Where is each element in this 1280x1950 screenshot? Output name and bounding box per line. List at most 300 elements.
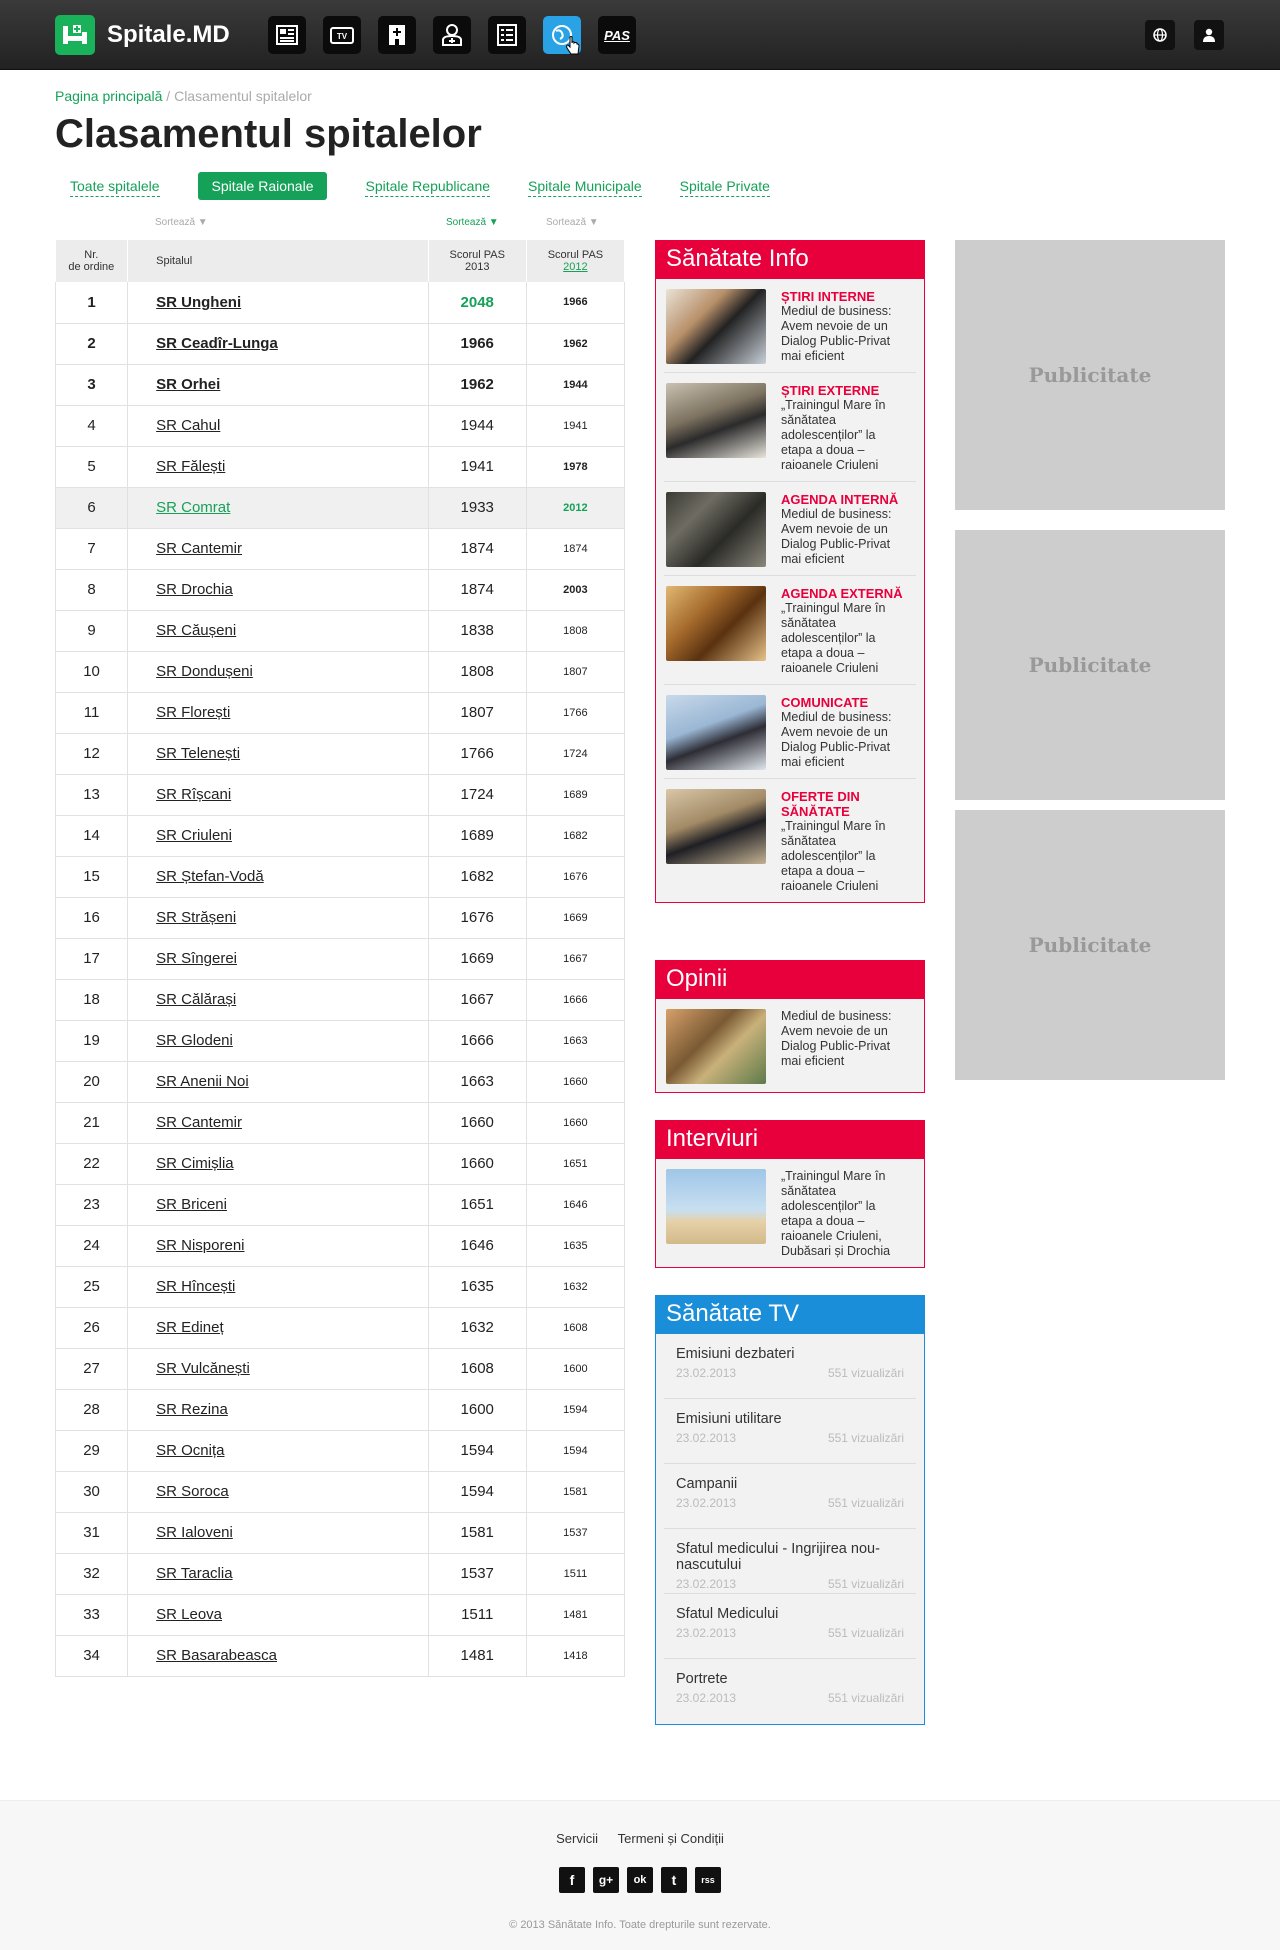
info-news-item[interactable] bbox=[664, 482, 916, 576]
hospital-name-cell bbox=[128, 1143, 429, 1184]
tv-item-views: 551 vizualizări bbox=[827, 1366, 904, 1380]
score-2012: 1635 bbox=[526, 1225, 624, 1266]
hospital-link[interactable]: SR Anenii Noi bbox=[156, 1073, 249, 1090]
news-body bbox=[781, 492, 906, 567]
interviuri-item[interactable] bbox=[664, 1159, 916, 1267]
hospital-link[interactable]: SR Comrat bbox=[156, 499, 231, 516]
hospital-link[interactable]: SR Cahul bbox=[156, 417, 221, 434]
hospital-name-cell bbox=[128, 1635, 429, 1676]
hospital-link[interactable]: SR Criuleni bbox=[156, 827, 232, 844]
hospital-link[interactable]: SR Vulcănești bbox=[156, 1360, 250, 1377]
tv-item-views: 551 vizualizări bbox=[827, 1626, 904, 1640]
table-row bbox=[56, 528, 625, 569]
rank-number: 10 bbox=[56, 651, 128, 692]
hospital-name-cell bbox=[128, 651, 429, 692]
table-row bbox=[56, 1594, 625, 1635]
rank-number: 33 bbox=[56, 1594, 128, 1635]
ad-banner-3[interactable]: Publicitate bbox=[955, 810, 1225, 1080]
rank-number: 18 bbox=[56, 979, 128, 1020]
rank-number: 23 bbox=[56, 1184, 128, 1225]
hospital-link[interactable]: SR Ialoveni bbox=[156, 1524, 233, 1541]
col-prev-year: 2012 bbox=[563, 261, 588, 273]
table-row bbox=[56, 979, 625, 1020]
rank-number: 28 bbox=[56, 1389, 128, 1430]
score-2012: 1944 bbox=[526, 364, 624, 405]
score-2013: 1581 bbox=[428, 1512, 526, 1553]
tv-item-title: Sfatul medicului - Ingrijirea nou-nascutului bbox=[676, 1541, 880, 1573]
score-2013: 1666 bbox=[428, 1020, 526, 1061]
hospital-link[interactable]: SR Fălești bbox=[156, 458, 226, 475]
score-2012: 1807 bbox=[526, 651, 624, 692]
col-prev-label: Scorul PAS bbox=[547, 249, 604, 261]
table-row bbox=[56, 1020, 625, 1061]
table-row bbox=[56, 733, 625, 774]
table-row bbox=[56, 569, 625, 610]
tv-item-date: 23.02.2013 bbox=[676, 1626, 737, 1640]
hospital-name-cell bbox=[128, 282, 429, 323]
hospital-name-cell bbox=[128, 487, 429, 528]
tv-item-views: 551 vizualizări bbox=[827, 1496, 904, 1510]
table-row bbox=[56, 1553, 625, 1594]
info-news-item[interactable] bbox=[664, 576, 916, 685]
language-button[interactable] bbox=[1145, 20, 1175, 50]
news-icon[interactable] bbox=[268, 16, 306, 54]
score-2013: 1724 bbox=[428, 774, 526, 815]
table-row bbox=[56, 938, 625, 979]
news-body bbox=[781, 789, 906, 894]
money-photo bbox=[666, 1009, 766, 1084]
sort-score-label: Sortează bbox=[446, 217, 487, 228]
hospital-link[interactable]: SR Ocnița bbox=[156, 1442, 225, 1459]
news-category[interactable]: OFERTE DIN SĂNĂTATE bbox=[781, 789, 860, 819]
hospital-link[interactable]: SR Leova bbox=[156, 1606, 222, 1623]
score-2013: 1632 bbox=[428, 1307, 526, 1348]
hospital-name-cell bbox=[128, 1307, 429, 1348]
tv-icon-label: TV bbox=[336, 32, 348, 41]
score-2013: 1874 bbox=[428, 569, 526, 610]
hospital-name-cell bbox=[128, 692, 429, 733]
hospital-link[interactable]: SR Glodeni bbox=[156, 1032, 233, 1049]
table-row bbox=[56, 1389, 625, 1430]
score-2013: 1660 bbox=[428, 1143, 526, 1184]
hospital-ranking-table bbox=[55, 240, 625, 1677]
tv-item-views: 551 vizualizări bbox=[827, 1431, 904, 1445]
rank-number: 15 bbox=[56, 856, 128, 897]
facebook-icon[interactable]: f bbox=[559, 1867, 585, 1893]
rank-number: 20 bbox=[56, 1061, 128, 1102]
hospital-name-cell bbox=[128, 1389, 429, 1430]
rank-number: 16 bbox=[56, 897, 128, 938]
footer-link-servicii[interactable]: Servicii bbox=[556, 1831, 599, 1846]
footer-link-termeni[interactable]: Termeni și Condiții bbox=[617, 1831, 724, 1846]
hospital-link[interactable]: SR Ceadîr-Lunga bbox=[156, 335, 278, 352]
score-2013: 1838 bbox=[428, 610, 526, 651]
opinii-item[interactable] bbox=[664, 999, 916, 1092]
hospital-link[interactable]: SR Dondușeni bbox=[156, 663, 253, 680]
score-2012: 1962 bbox=[526, 323, 624, 364]
score-2012: 1660 bbox=[526, 1061, 624, 1102]
hospital-name-cell bbox=[128, 1430, 429, 1471]
rank-number: 21 bbox=[56, 1102, 128, 1143]
score-2012: 1511 bbox=[526, 1553, 624, 1594]
info-news-item[interactable] bbox=[664, 373, 916, 482]
hospital-icon[interactable] bbox=[378, 16, 416, 54]
hospital-name-cell bbox=[128, 733, 429, 774]
hospital-bed-icon bbox=[55, 15, 95, 55]
footer-links bbox=[0, 1831, 1280, 1846]
rank-number: 4 bbox=[56, 405, 128, 446]
news-category[interactable]: AGENDA INTERNĂ bbox=[781, 492, 899, 507]
hospital-name-cell bbox=[128, 1266, 429, 1307]
score-2012: 1669 bbox=[526, 897, 624, 938]
sanatate-tv-widget bbox=[655, 1295, 925, 1725]
hospital-link[interactable]: SR Basarabeasca bbox=[156, 1647, 278, 1664]
hospital-name-cell bbox=[128, 1020, 429, 1061]
score-2013: 1663 bbox=[428, 1061, 526, 1102]
news-text: Mediul de business: Avem nevoie de un Dialog Public-Privat mai eficient bbox=[781, 710, 892, 769]
globe-language-icon bbox=[1145, 20, 1175, 50]
doctor-icon[interactable] bbox=[433, 16, 471, 54]
news-text: „Trainingul Mare în sănătatea adolescenților” la etapa a doua – raioanele Criuleni bbox=[781, 398, 886, 472]
hospital-name-cell bbox=[128, 774, 429, 815]
table-row bbox=[56, 1471, 625, 1512]
score-2012: 1663 bbox=[526, 1020, 624, 1061]
tab-toate-spitalele[interactable]: Toate spitalele bbox=[70, 176, 160, 197]
tab-spitale-raionale[interactable]: Spitale Raionale bbox=[198, 172, 328, 200]
rank-number: 25 bbox=[56, 1266, 128, 1307]
ad-banner-1[interactable]: Publicitate bbox=[955, 240, 1225, 510]
news-photo bbox=[666, 289, 766, 364]
list-icon[interactable] bbox=[488, 16, 526, 54]
score-2013: 1808 bbox=[428, 651, 526, 692]
hospital-link[interactable]: SR Florești bbox=[156, 704, 231, 721]
hospital-link[interactable]: SR Căușeni bbox=[156, 622, 237, 639]
sanatate-tv-list bbox=[656, 1334, 924, 1724]
hospital-link[interactable]: SR Călărași bbox=[156, 991, 237, 1008]
news-category[interactable]: COMUNICATE bbox=[781, 695, 869, 710]
sanatate-info-list bbox=[656, 279, 924, 902]
score-2012: 2012 bbox=[526, 487, 624, 528]
tv-item-views: 551 vizualizări bbox=[827, 1691, 904, 1705]
breadcrumb bbox=[55, 88, 312, 104]
score-2012: 1581 bbox=[526, 1471, 624, 1512]
page-title: Clasamentul spitalelor bbox=[55, 112, 482, 156]
sort-name-label: Sortează bbox=[155, 217, 196, 228]
score-2012: 1941 bbox=[526, 405, 624, 446]
table-row bbox=[56, 405, 625, 446]
news-photo bbox=[666, 383, 766, 458]
table-row bbox=[56, 1266, 625, 1307]
user-account-button[interactable] bbox=[1194, 20, 1224, 50]
tv-item-meta bbox=[676, 1691, 904, 1705]
hospital-link[interactable]: SR Telenești bbox=[156, 745, 241, 762]
rank-number: 22 bbox=[56, 1143, 128, 1184]
score-2012: 1724 bbox=[526, 733, 624, 774]
score-2012: 1874 bbox=[526, 528, 624, 569]
info-news-item[interactable] bbox=[664, 779, 916, 902]
interviuri-text: „Trainingul Mare în sănătatea adolescenților” la etapa a doua – raioanele Criuleni, Dubăsari și Drochia bbox=[781, 1169, 891, 1258]
tv-item-meta bbox=[676, 1431, 904, 1445]
hospital-name-cell bbox=[128, 1061, 429, 1102]
interviuri-title: Interviuri bbox=[656, 1121, 924, 1159]
hospital-link[interactable]: SR Nisporeni bbox=[156, 1237, 245, 1254]
hospital-name-cell bbox=[128, 815, 429, 856]
rank-number: 26 bbox=[56, 1307, 128, 1348]
score-2012: 1481 bbox=[526, 1594, 624, 1635]
tab-spitale-private[interactable]: Spitale Private bbox=[680, 176, 770, 197]
sort-by-score-2013[interactable]: Sortează ▼ bbox=[446, 217, 499, 228]
hospital-name-cell bbox=[128, 405, 429, 446]
hospital-name-cell bbox=[128, 364, 429, 405]
rank-number: 12 bbox=[56, 733, 128, 774]
rank-number: 7 bbox=[56, 528, 128, 569]
table-header-row bbox=[56, 240, 625, 282]
tv-item-date: 23.02.2013 bbox=[676, 1691, 737, 1705]
col-header-nr bbox=[56, 240, 128, 282]
hospital-link[interactable]: SR Orhei bbox=[156, 376, 221, 393]
rank-number: 34 bbox=[56, 1635, 128, 1676]
tv-item-meta bbox=[676, 1626, 904, 1640]
table-row bbox=[56, 856, 625, 897]
rank-number: 14 bbox=[56, 815, 128, 856]
hospital-name-cell bbox=[128, 1553, 429, 1594]
table-row bbox=[56, 692, 625, 733]
interviuri-widget bbox=[655, 1120, 925, 1268]
hospital-link[interactable]: SR Taraclia bbox=[156, 1565, 233, 1582]
tv-item[interactable] bbox=[664, 1334, 916, 1399]
score-2013: 1669 bbox=[428, 938, 526, 979]
hospital-name-cell bbox=[128, 1225, 429, 1266]
rank-number: 31 bbox=[56, 1512, 128, 1553]
hospital-link[interactable]: SR Cantemir bbox=[156, 540, 242, 557]
rss-icon[interactable]: rss bbox=[695, 1867, 721, 1893]
hospital-name-cell bbox=[128, 569, 429, 610]
tv-item[interactable] bbox=[664, 1594, 916, 1659]
table-row bbox=[56, 774, 625, 815]
hospital-link[interactable]: SR Soroca bbox=[156, 1483, 229, 1500]
tv-item-date: 23.02.2013 bbox=[676, 1366, 737, 1380]
hospital-link[interactable]: SR Rîșcani bbox=[156, 786, 232, 803]
news-photo bbox=[666, 492, 766, 567]
tv-item[interactable] bbox=[664, 1464, 916, 1529]
score-2013: 1481 bbox=[428, 1635, 526, 1676]
runner-photo bbox=[666, 1169, 766, 1244]
hospital-name-cell bbox=[128, 856, 429, 897]
score-2012: 1537 bbox=[526, 1512, 624, 1553]
rank-number: 29 bbox=[56, 1430, 128, 1471]
col-header-spitalul: Spitalul bbox=[128, 240, 429, 282]
score-2013: 1594 bbox=[428, 1430, 526, 1471]
tab-spitale-republicane[interactable]: Spitale Republicane bbox=[365, 176, 490, 197]
hospital-link[interactable]: SR Drochia bbox=[156, 581, 233, 598]
col-nr-line1: Nr. bbox=[84, 249, 99, 261]
pas-icon[interactable] bbox=[598, 16, 636, 54]
score-2013: 2048 bbox=[428, 282, 526, 323]
score-2012: 1660 bbox=[526, 1102, 624, 1143]
score-2012: 1608 bbox=[526, 1307, 624, 1348]
score-2013: 1766 bbox=[428, 733, 526, 774]
user-icon bbox=[1194, 20, 1224, 50]
rank-number: 2 bbox=[56, 323, 128, 364]
news-body bbox=[781, 383, 906, 473]
score-2012: 1667 bbox=[526, 938, 624, 979]
sort-by-score-2012[interactable]: Sortează ▼ bbox=[546, 217, 599, 228]
hospital-link[interactable]: SR Cantemir bbox=[156, 1114, 242, 1131]
hospital-link[interactable]: SR Strășeni bbox=[156, 909, 237, 926]
hospital-name-cell bbox=[128, 528, 429, 569]
score-2012: 1594 bbox=[526, 1389, 624, 1430]
score-2012: 1666 bbox=[526, 979, 624, 1020]
table-row bbox=[56, 1225, 625, 1266]
tv-item-meta bbox=[676, 1366, 904, 1380]
score-2013: 1966 bbox=[428, 323, 526, 364]
table-row bbox=[56, 1143, 625, 1184]
hospital-link[interactable]: SR Hîncești bbox=[156, 1278, 236, 1295]
col-nr-line2: de ordine bbox=[68, 261, 115, 273]
hospital-link[interactable]: SR Rezina bbox=[156, 1401, 228, 1418]
table-row bbox=[56, 1348, 625, 1389]
table-row bbox=[56, 487, 625, 528]
rank-number: 1 bbox=[56, 282, 128, 323]
section-nav bbox=[268, 16, 653, 54]
sort-by-name[interactable]: Sortează ▼ bbox=[155, 217, 208, 228]
hospital-link[interactable]: SR Ungheni bbox=[156, 293, 242, 311]
news-category[interactable]: ȘTIRI INTERNE bbox=[781, 289, 875, 304]
score-2013: 1962 bbox=[428, 364, 526, 405]
table-row bbox=[56, 446, 625, 487]
score-2012: 1418 bbox=[526, 1635, 624, 1676]
copyright: © 2013 Sănătate Info. Toate drepturile sunt rezervate. bbox=[509, 1919, 771, 1931]
news-photo bbox=[666, 586, 766, 661]
tv-item-meta bbox=[676, 1577, 904, 1591]
top-navbar bbox=[0, 0, 1280, 70]
sanatate-info-title: Sănătate Info bbox=[656, 241, 924, 279]
opinii-widget bbox=[655, 960, 925, 1093]
sort-row bbox=[55, 217, 625, 235]
score-2012: 1651 bbox=[526, 1143, 624, 1184]
score-2013: 1933 bbox=[428, 487, 526, 528]
table-row bbox=[56, 282, 625, 323]
table-row bbox=[56, 897, 625, 938]
rank-number: 11 bbox=[56, 692, 128, 733]
opinii-title: Opinii bbox=[656, 961, 924, 999]
site-logo[interactable] bbox=[55, 15, 230, 55]
hospital-name-cell bbox=[128, 979, 429, 1020]
hospital-link[interactable]: SR Ștefan-Vodă bbox=[156, 868, 264, 885]
table-row bbox=[56, 364, 625, 405]
score-2013: 1537 bbox=[428, 1553, 526, 1594]
col-header-score-2012 bbox=[526, 240, 624, 282]
table-row bbox=[56, 1635, 625, 1676]
score-2013: 1651 bbox=[428, 1184, 526, 1225]
info-news-item[interactable] bbox=[664, 685, 916, 779]
rank-number: 3 bbox=[56, 364, 128, 405]
google-plus-icon[interactable]: g+ bbox=[593, 1867, 619, 1893]
category-tabs bbox=[55, 172, 808, 200]
score-2013: 1646 bbox=[428, 1225, 526, 1266]
tv-item-title: Sfatul Medicului bbox=[676, 1606, 779, 1622]
table-row bbox=[56, 651, 625, 692]
news-text: „Trainingul Mare în sănătatea adolescenților” la etapa a doua – raioanele Criuleni bbox=[781, 819, 886, 893]
rank-number: 27 bbox=[56, 1348, 128, 1389]
breadcrumb-current: Clasamentul spitalelor bbox=[174, 88, 312, 104]
globe-icon[interactable] bbox=[543, 16, 581, 54]
hospital-name-cell bbox=[128, 1594, 429, 1635]
hand-cursor-icon bbox=[565, 36, 581, 56]
col-header-score-2013 bbox=[428, 240, 526, 282]
hospital-link[interactable]: SR Edineț bbox=[156, 1319, 224, 1336]
breadcrumb-home-link[interactable]: Pagina principală bbox=[55, 88, 163, 104]
sanatate-info-widget bbox=[655, 240, 925, 903]
table-row bbox=[56, 1061, 625, 1102]
table-row bbox=[56, 1512, 625, 1553]
hospital-link[interactable]: SR Sîngerei bbox=[156, 950, 237, 967]
tab-spitale-municipale[interactable]: Spitale Municipale bbox=[528, 176, 642, 197]
table-row bbox=[56, 1184, 625, 1225]
news-body bbox=[781, 586, 906, 676]
odnoklassniki-icon[interactable]: ok bbox=[627, 1867, 653, 1893]
tv-item-title: Emisiuni dezbateri bbox=[676, 1346, 795, 1362]
tv-item-date: 23.02.2013 bbox=[676, 1577, 737, 1591]
tv-item[interactable] bbox=[664, 1659, 916, 1724]
tv-item[interactable] bbox=[664, 1399, 916, 1464]
score-2012: 1978 bbox=[526, 446, 624, 487]
hospital-name-cell bbox=[128, 1471, 429, 1512]
tv-item-date: 23.02.2013 bbox=[676, 1496, 737, 1510]
rank-number: 6 bbox=[56, 487, 128, 528]
ad-banner-2[interactable]: Publicitate bbox=[955, 530, 1225, 800]
score-2012: 1632 bbox=[526, 1266, 624, 1307]
rank-number: 13 bbox=[56, 774, 128, 815]
pas-label: PAS bbox=[604, 27, 630, 43]
score-2012: 1808 bbox=[526, 610, 624, 651]
news-category[interactable]: AGENDA EXTERNĂ bbox=[781, 586, 903, 601]
score-2012: 1600 bbox=[526, 1348, 624, 1389]
hospital-link[interactable]: SR Cimișlia bbox=[156, 1155, 234, 1172]
news-photo bbox=[666, 695, 766, 770]
hospital-name-cell bbox=[128, 1512, 429, 1553]
tv-item-title: Campanii bbox=[676, 1476, 738, 1492]
rank-number: 19 bbox=[56, 1020, 128, 1061]
hospital-name-cell bbox=[128, 1102, 429, 1143]
score-2012: 1676 bbox=[526, 856, 624, 897]
table-row bbox=[56, 610, 625, 651]
hospital-link[interactable]: SR Briceni bbox=[156, 1196, 227, 1213]
score-2013: 1667 bbox=[428, 979, 526, 1020]
hospital-name-cell bbox=[128, 323, 429, 364]
sort-prev-label: Sortează bbox=[546, 217, 587, 228]
sanatate-tv-title: Sănătate TV bbox=[656, 1296, 924, 1334]
score-2013: 1941 bbox=[428, 446, 526, 487]
score-2013: 1807 bbox=[428, 692, 526, 733]
news-photo bbox=[666, 789, 766, 864]
social-links bbox=[0, 1867, 1280, 1893]
tv-item[interactable] bbox=[664, 1529, 916, 1594]
table-row bbox=[56, 323, 625, 364]
tv-icon[interactable] bbox=[323, 16, 361, 54]
hospital-name-cell bbox=[128, 446, 429, 487]
info-news-item[interactable] bbox=[664, 279, 916, 373]
score-2013: 1600 bbox=[428, 1389, 526, 1430]
twitter-icon[interactable]: t bbox=[661, 1867, 687, 1893]
hospital-name-cell bbox=[128, 1184, 429, 1225]
tv-item-views: 551 vizualizări bbox=[827, 1577, 904, 1591]
news-category[interactable]: ȘTIRI EXTERNE bbox=[781, 383, 880, 398]
table-body bbox=[56, 282, 625, 1676]
score-2013: 1944 bbox=[428, 405, 526, 446]
score-2012: 1682 bbox=[526, 815, 624, 856]
tv-item-title: Portrete bbox=[676, 1671, 728, 1687]
